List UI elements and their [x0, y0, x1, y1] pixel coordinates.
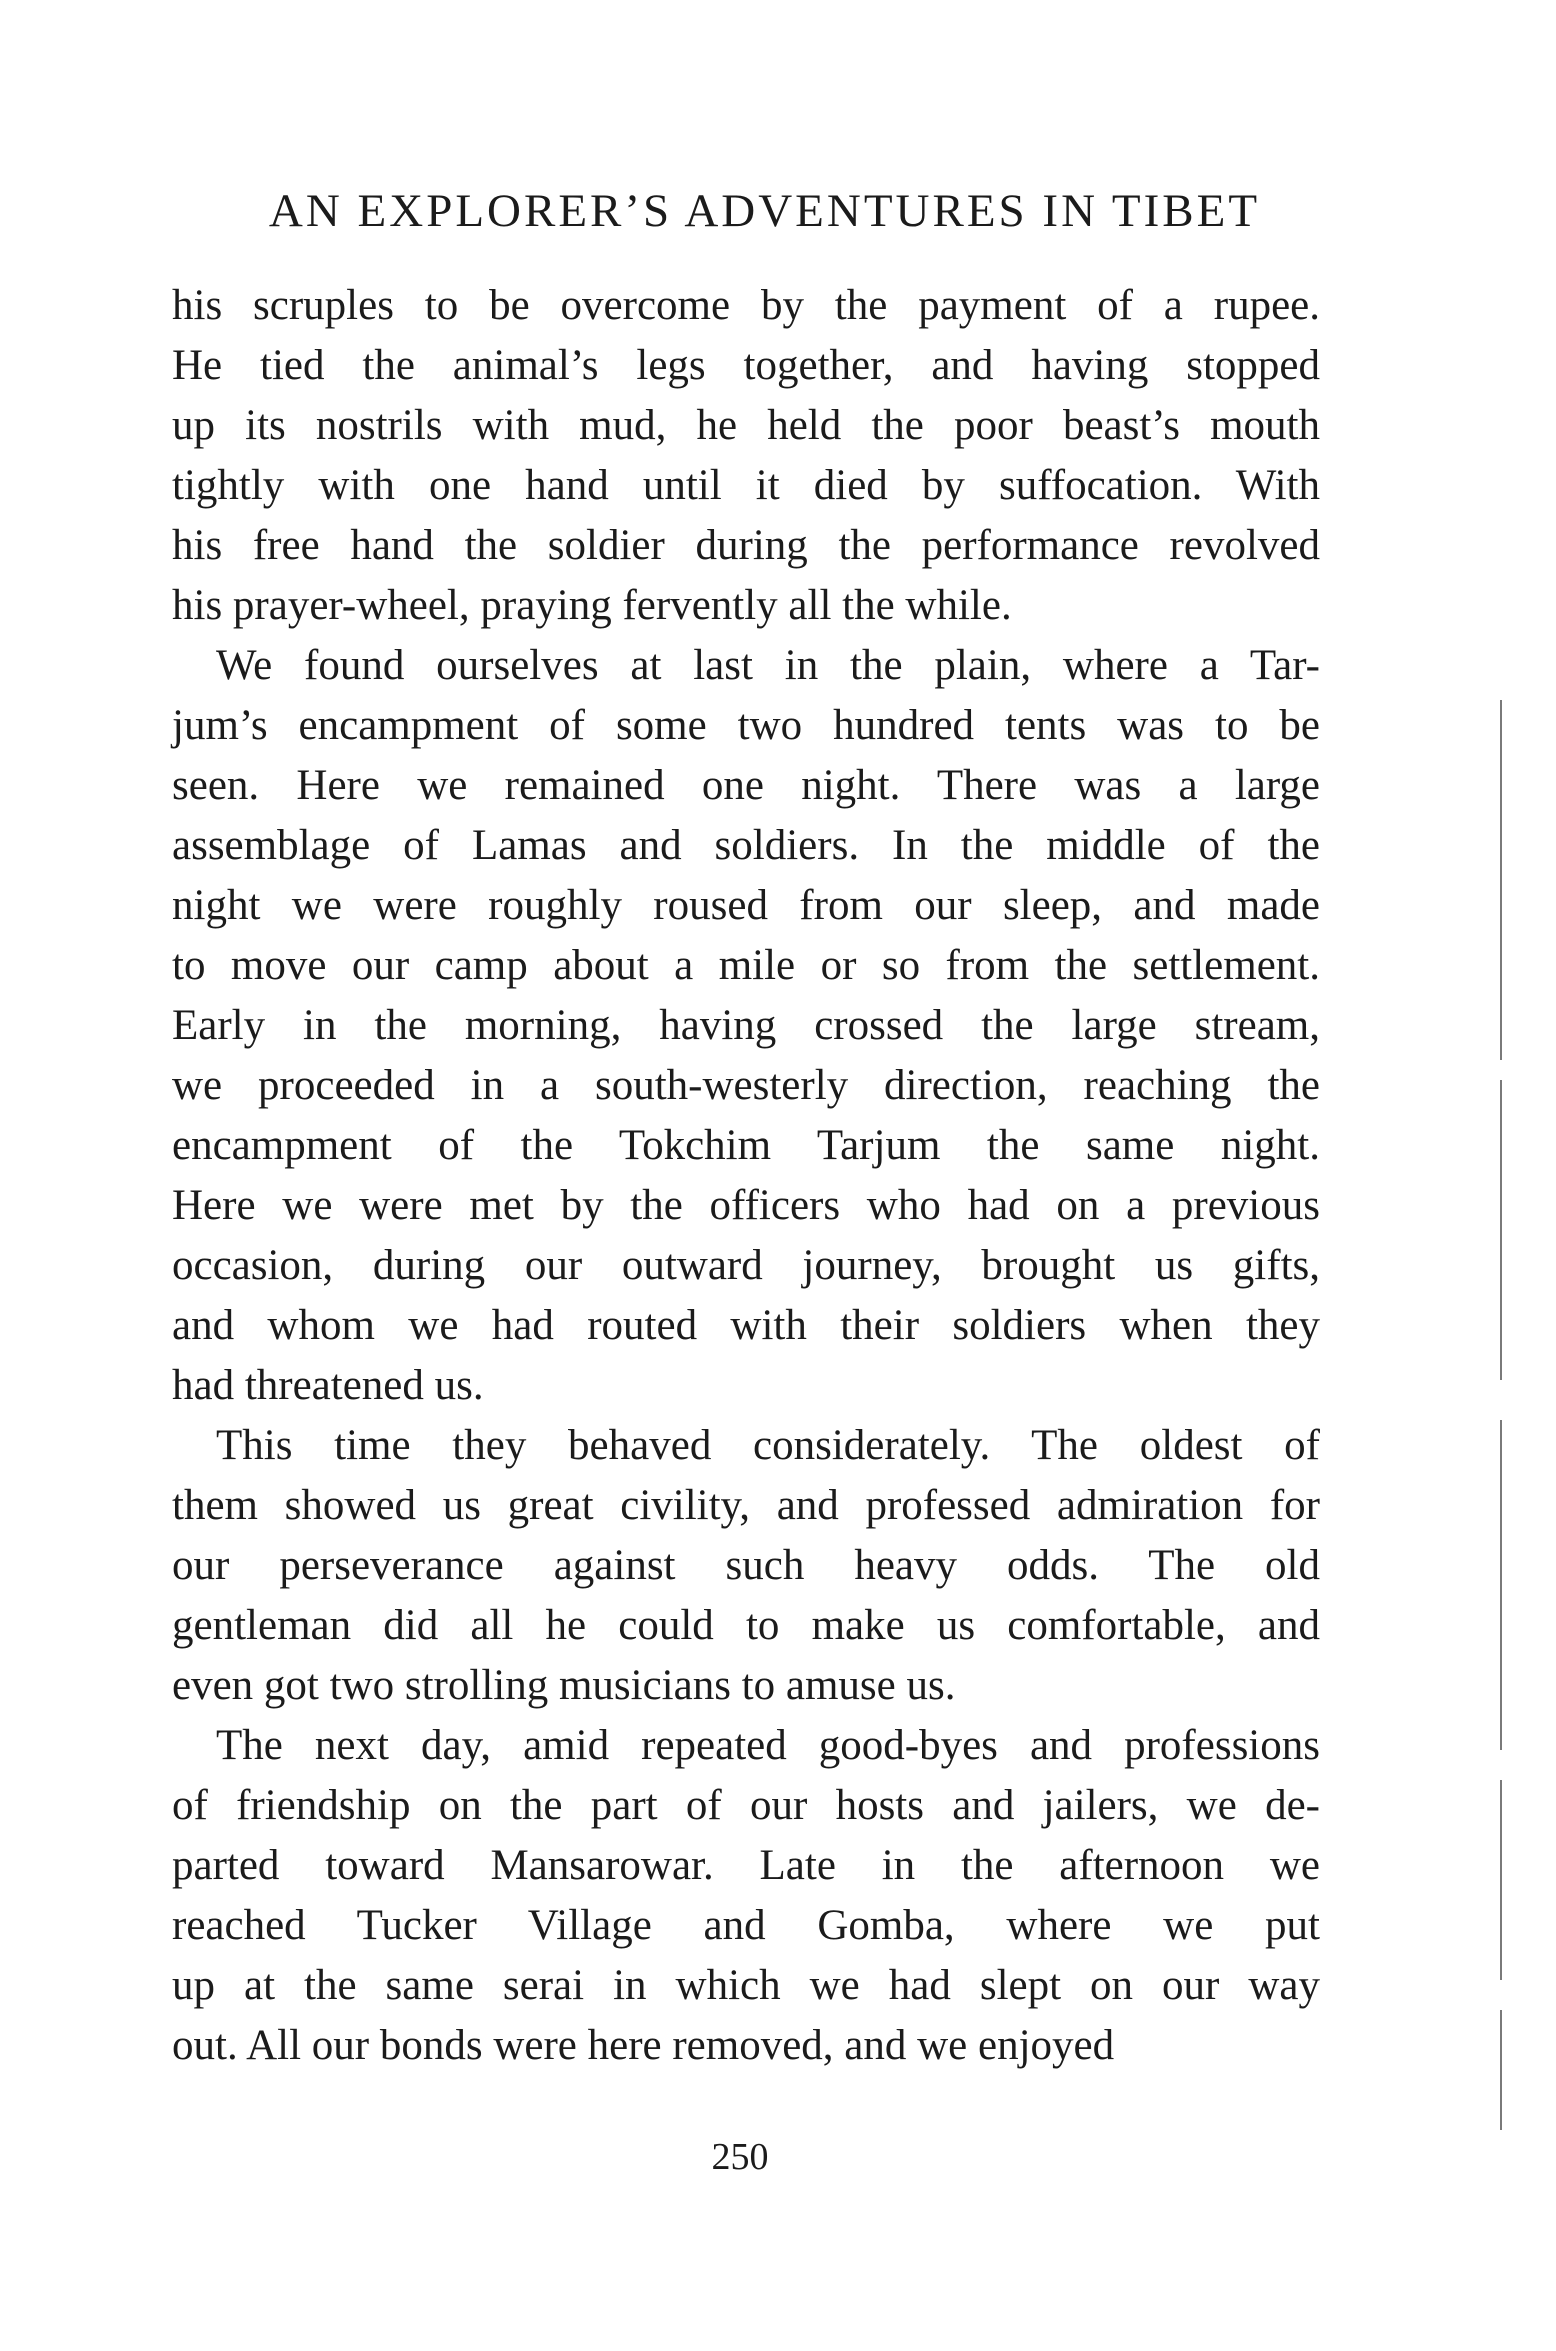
text-line: encampment of the Tokchim Tarjum the same night. [172, 1122, 1320, 1169]
text-line: even got two strolling musicians to amuse us. [172, 1662, 956, 1709]
text-line: parted toward Mansarowar. Late in the afternoon we [172, 1842, 1320, 1889]
scan-edge-line-5 [1500, 2010, 1502, 2130]
text-line: seen. Here we remained one night. There was a large [172, 762, 1320, 809]
running-head: AN EXPLORER’S ADVENTURES IN TIBET [268, 185, 1261, 237]
text-line: jum’s encampment of some two hundred tents was to be [172, 702, 1320, 749]
text-line: up at the same serai in which we had slept on our way [172, 1962, 1320, 2009]
text-line: assemblage of Lamas and soldiers. In the middle of the [172, 822, 1320, 869]
text-line: our perseverance against such heavy odds. The old [172, 1542, 1320, 1589]
text-line: up its nostrils with mud, he held the poor beast’s mouth [172, 402, 1320, 449]
scan-edge-line-3 [1500, 1420, 1502, 1750]
text-line: occasion, during our outward journey, brought us gifts, [172, 1242, 1320, 1289]
scan-edge-line-2 [1500, 1080, 1502, 1380]
text-line: had threatened us. [172, 1362, 484, 1409]
text-line: and whom we had routed with their soldiers when they [172, 1302, 1320, 1349]
text-line: night we were roughly roused from our sleep, and made [172, 882, 1320, 929]
text-line: out. All our bonds were here removed, and we enjoyed [172, 2022, 1115, 2069]
text-line: his free hand the soldier during the performance revolved [172, 522, 1320, 569]
text-line: we proceeded in a south-westerly direction, reaching the [172, 1062, 1320, 1109]
text-line: reached Tucker Village and Gomba, where we put [172, 1902, 1320, 1949]
text-line: tightly with one hand until it died by suffocation. With [172, 462, 1320, 509]
text-line: He tied the animal’s legs together, and having stopped [172, 342, 1320, 389]
text-line: his scruples to be overcome by the payment of a rupee. [172, 282, 1320, 329]
text-line: We found ourselves at last in the plain, where a Tar- [216, 642, 1320, 689]
text-line: gentleman did all he could to make us comfortable, and [172, 1602, 1320, 1649]
scan-edge-line-1 [1500, 700, 1502, 1060]
body-text [172, 276, 1320, 2076]
text-line: Early in the morning, having crossed the large stream, [172, 1002, 1320, 1049]
page-number: 250 [711, 2136, 769, 2178]
text-line: to move our camp about a mile or so from the settlement. [172, 942, 1320, 989]
text-line: of friendship on the part of our hosts and jailers, we de- [172, 1782, 1320, 1829]
scan-edge-line-4 [1500, 1780, 1502, 1980]
text-line: Here we were met by the officers who had on a previous [172, 1182, 1320, 1229]
text-line: them showed us great civility, and professed admiration for [172, 1482, 1320, 1529]
text-line: his prayer-wheel, praying fervently all the while. [172, 582, 1012, 629]
text-line: The next day, amid repeated good-byes and professions [216, 1722, 1320, 1769]
text-line: This time they behaved considerately. The oldest of [216, 1422, 1320, 1469]
